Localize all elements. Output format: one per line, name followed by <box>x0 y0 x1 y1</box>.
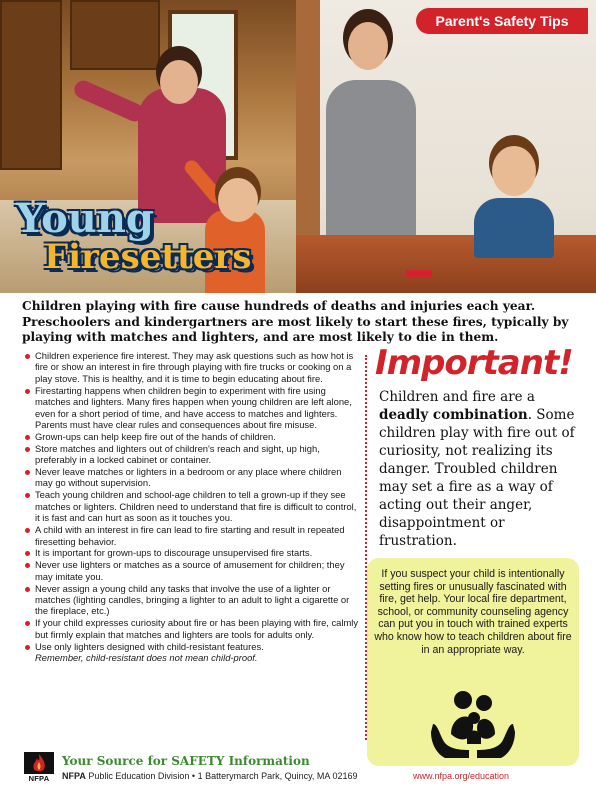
title-line-young: Young <box>16 195 154 242</box>
family-hands-icon <box>429 688 517 760</box>
list-item: Store matches and lighters out of children's reach and sight, up high, preferably in a locked cabinet or container. <box>24 443 360 466</box>
important-heading: Important! <box>375 343 573 383</box>
list-item-text: Use only lighters designed with child-resistant features. <box>35 640 264 652</box>
hero-image <box>0 0 596 293</box>
org-name: NFPA <box>62 771 86 781</box>
important-text <box>379 388 584 550</box>
website-link[interactable]: www.nfpa.org/education <box>413 771 510 781</box>
address-text: Public Education Division • 1 Batterymarch Park, Quincy, MA 02169 <box>88 771 358 781</box>
important-text-rest: . Some children play with fire out of curiosity, not realizing its danger. Troubled children may set a fire as a way of acting out their anger, disappointment or frustration. <box>379 407 575 549</box>
nfpa-logo <box>24 752 54 784</box>
list-item: Children experience fire interest. They may ask questions such as how hot is fire or show an interest in fire through playing with fire trucks or cooking on a play stove. This is healthy, and it is time to begin educating about fire. <box>24 350 360 384</box>
list-item: A child with an interest in fire can lead to fire starting and result in repeated firesetting behavior. <box>24 524 360 547</box>
title-line-firesetters: Firesetters <box>44 237 252 277</box>
lighter-image <box>406 270 432 277</box>
list-item: Never use lighters or matches as a source of amusement for children; they may imitate you. <box>24 559 360 582</box>
page-title <box>16 195 252 277</box>
intro-paragraph: Children playing with fire cause hundreds of deaths and injuries each year. Preschoolers and kindergartners are most likely to start these fires, typically by playing with matches and lighters, and are most likely to die in them. <box>22 299 569 344</box>
list-item: It is important for grown-ups to discourage unsupervised fire starts. <box>24 547 360 558</box>
nfpa-logo-text: NFPA <box>28 774 50 783</box>
tagline: Your Source for SAFETY Information <box>62 754 310 768</box>
get-help-box <box>367 558 579 766</box>
safety-tips-list <box>24 350 360 664</box>
list-item: Teach young children and school-age children to tell a grown-up if they see matches or lighters. Children need to understand that fire is difficult to control, it is fast and can hurt as soon as it touches you. <box>24 489 360 523</box>
parents-safety-tips-banner: Parent's Safety Tips <box>416 8 588 34</box>
important-text-lead: Children and fire are a <box>379 389 535 405</box>
child-resistant-note: Remember, child-resistant does not mean child-proof. <box>35 652 258 664</box>
important-emphasis: deadly combination <box>379 407 528 423</box>
get-help-text: If you suspect your child is intentionally setting fires or unusually fascinated with fire, get help. Your local fire department, school, or community counseling agency can put you in touch with trained experts who know how to teach children about fire in an appropriate way. <box>374 568 572 656</box>
address-line <box>62 771 357 781</box>
list-item: Grown-ups can help keep fire out of the hands of children. <box>24 431 360 442</box>
list-item: If your child expresses curiosity about fire or has been playing with fire, calmly but firmly explain that matches and lighters are tools for adults only. <box>24 617 360 640</box>
nfpa-flame-icon <box>24 752 54 774</box>
list-item <box>24 641 360 664</box>
list-item: Never assign a young child any tasks that involve the use of a lighter or matches (lighting candles, bringing a lighter to an adult to light a cigarette or the fireplace, etc.) <box>24 583 360 617</box>
list-item: Firestarting happens when children begin to experiment with fire using matches and lighters. Many fires happen when young children are left alone, even for a short period of time, and have access to matches and lighters. Parents must have clear rules and consequences about fire misuse. <box>24 385 360 431</box>
list-item: Never leave matches or lighters in a bedroom or any place where children may go without supervision. <box>24 466 360 489</box>
photo-table-mother-child <box>296 0 596 293</box>
